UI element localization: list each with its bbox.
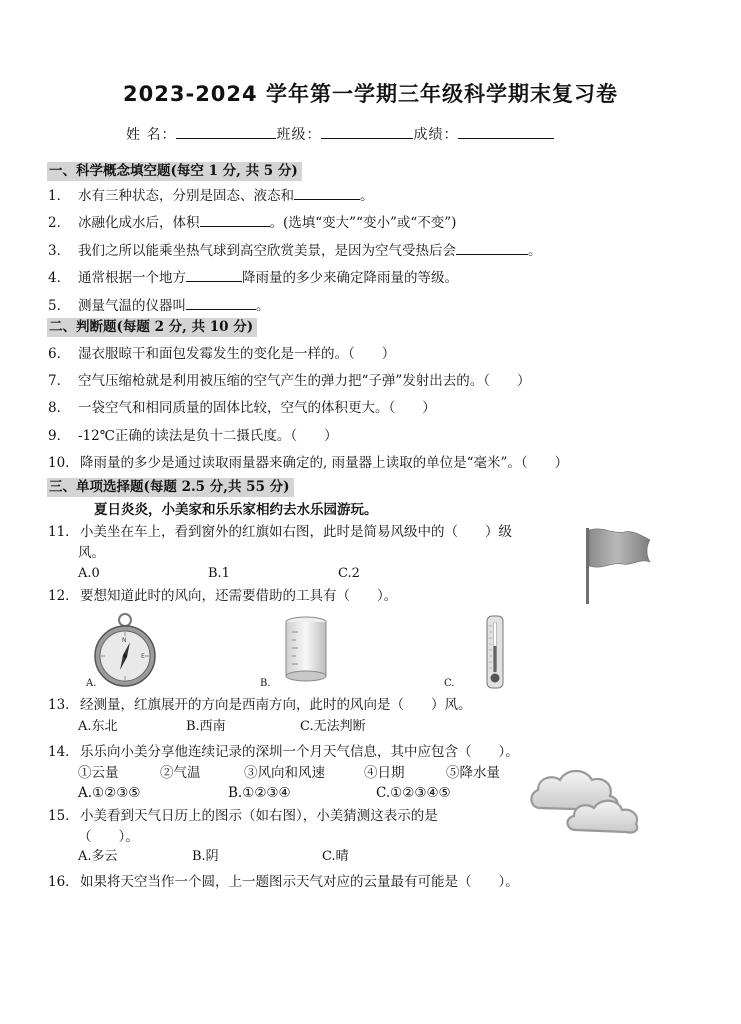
- question-3: 3． 我们之所以能乘坐热气球到高空欣赏美景，是因为空气受热后会 。: [48, 243, 542, 259]
- question-15-cont: （ ）。: [78, 829, 139, 845]
- name-blank[interactable]: [176, 126, 276, 139]
- section-2-header: 二、判断题(每题 2 分, 共 10 分): [47, 318, 257, 337]
- q3-blank[interactable]: [456, 242, 528, 255]
- q15-option-b[interactable]: B.阴: [192, 849, 219, 864]
- section-3-header: 三、单项选择题(每题 2.5 分,共 55 分): [47, 478, 294, 497]
- q13-option-a[interactable]: A.东北: [78, 719, 118, 734]
- q12-option-b[interactable]: B.: [260, 678, 271, 689]
- q14-option-b[interactable]: B.①②③④: [228, 785, 291, 801]
- q11-option-c[interactable]: C.2: [338, 566, 360, 581]
- compass-icon: [92, 612, 158, 696]
- question-10: 10．降雨量的多少是通过读取雨量器来确定的, 雨量器上读取的单位是“毫米”。（ ）: [48, 455, 569, 471]
- question-7: 7． 空气压缩枪就是利用被压缩的空气产生的弹力把“子弹”发射出去的。（ ）: [48, 373, 531, 389]
- q5-blank[interactable]: [186, 297, 256, 310]
- question-11-cont: 风。: [78, 545, 105, 561]
- question-16: 16．如果将天空当作一个圆，上一题图示天气对应的云量最有可能是（ ）。: [48, 874, 519, 890]
- section-1-header: 一、科学概念填空题(每空 1 分, 共 5 分): [47, 162, 302, 181]
- q14-item-2: ②气温: [160, 765, 201, 781]
- q14-item-4: ④日期: [364, 765, 405, 781]
- question-12: 12．要想知道此时的风向，还需要借助的工具有（ ）。: [48, 588, 398, 604]
- score-blank[interactable]: [458, 126, 554, 139]
- q1-blank[interactable]: [294, 187, 360, 200]
- cloud-icon: [526, 764, 642, 842]
- question-11: 11．小美坐在车上，看到窗外的红旗如右图，此时是简易风级中的（ ）级: [48, 524, 512, 540]
- q15-option-c[interactable]: C.晴: [322, 849, 349, 864]
- question-2: 2． 冰融化成水后，体积 。(选填“变大”“变小”或“不变”): [48, 215, 457, 231]
- svg-text:E: E: [141, 653, 145, 660]
- question-8: 8． 一袋空气和相同质量的固体比较，空气的体积更大。（ ）: [48, 400, 436, 416]
- q12-option-a[interactable]: A.: [86, 678, 97, 689]
- question-9: 9． -12℃正确的读法是负十二摄氏度。（ ）: [48, 428, 338, 444]
- q13-option-b[interactable]: B.西南: [186, 719, 226, 734]
- question-1: 1． 水有三种状态，分别是固态、液态和 。: [48, 188, 374, 204]
- class-blank[interactable]: [321, 126, 413, 139]
- question-5: 5． 测量气温的仪器叫 。: [48, 298, 270, 314]
- flag-icon: [580, 526, 654, 608]
- question-6: 6． 湿衣服晾干和面包发霉发生的变化是一样的。（ ）: [48, 346, 396, 362]
- q12-option-c[interactable]: C.: [444, 678, 455, 689]
- q11-option-a[interactable]: A.0: [78, 566, 100, 581]
- svg-text:N: N: [122, 637, 127, 644]
- question-15: 15．小美看到天气日历上的图示（如右图），小美猜测这表示的是: [48, 808, 438, 824]
- q15-option-a[interactable]: A.多云: [78, 849, 118, 864]
- score-label: 成绩：: [413, 127, 459, 143]
- q13-option-c[interactable]: C.无法判断: [300, 719, 366, 734]
- q2-blank[interactable]: [200, 214, 270, 227]
- page-title: 2023-2024 学年第一学期三年级科学期末复习卷: [123, 82, 618, 106]
- q14-option-c[interactable]: C.①②③④⑤: [376, 785, 451, 801]
- q14-item-1: ①云量: [78, 765, 119, 781]
- q4-blank[interactable]: [186, 269, 242, 282]
- question-4: 4． 通常根据一个地方 降雨量的多少来确定降雨量的等级。: [48, 270, 458, 286]
- thermometer-icon: [484, 614, 506, 694]
- class-label: 班级：: [276, 127, 322, 143]
- question-13: 13．经测量，红旗展开的方向是西南方向，此时的风向是（ ）风。: [48, 697, 472, 713]
- student-info-row: [126, 124, 554, 144]
- scenario-text: 夏日炎炎，小美家和乐乐家相约去水乐园游玩。: [94, 502, 378, 518]
- q11-option-b[interactable]: B.1: [208, 566, 230, 581]
- q14-item-5: ⑤降水量: [446, 765, 500, 781]
- q14-item-3: ③风向和风速: [244, 765, 325, 781]
- q14-option-a[interactable]: A.①②③⑤: [78, 785, 141, 801]
- question-14: 14．乐乐向小美分享他连续记录的深圳一个月天气信息，其中应包含（ ）。: [48, 744, 519, 760]
- rain-gauge-icon: [280, 614, 332, 690]
- name-label: 姓 名：: [126, 127, 177, 143]
